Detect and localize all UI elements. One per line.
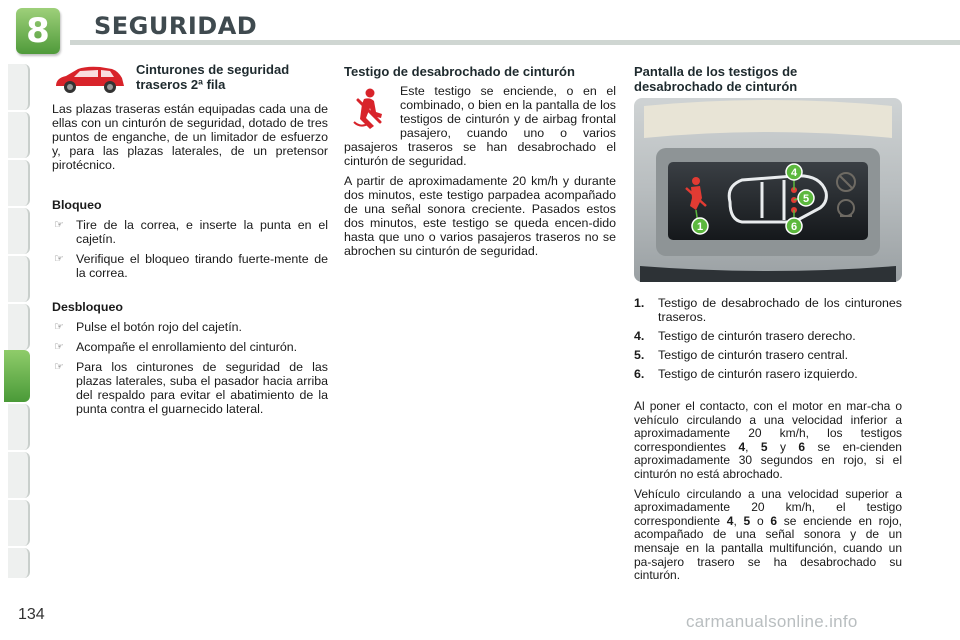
callout-6 <box>786 218 802 234</box>
section-heading-display <box>634 64 904 94</box>
text-run: se en-cienden aproximadamente 30 segundos en rojo, si el cinturón no está abrochado. <box>634 439 902 481</box>
text-run: , <box>733 513 737 528</box>
legend-number: 5. <box>634 348 645 362</box>
warning-paragraph: A partir de aproximadamente 20 km/h y durante dos minutos, este testigo parpadea acompañado de una señal sonora creciente. Pasados estos dos minutos, este testigo se queda encen-dido hasta que uno o varios pasajeros traseros no se abrochen su cinturón de seguridad. <box>344 174 616 258</box>
pointer-icon: ☞ <box>54 253 64 265</box>
pointer-icon: ☞ <box>54 341 64 353</box>
icon-float-spacer <box>344 84 400 136</box>
callout-label: 1 <box>696 221 704 233</box>
pointer-icon: ☞ <box>54 321 64 333</box>
page-number: 134 <box>18 606 45 623</box>
callout-label: 6 <box>790 221 798 233</box>
unlock-step-text: Pulse el botón rojo del cajetín. <box>76 320 243 334</box>
chapter-tab[interactable] <box>8 404 30 450</box>
chapter-tab[interactable] <box>8 208 30 254</box>
lock-step-text: Verifique el bloqueo tirando fuerte-mente de la correa. <box>76 252 328 280</box>
ref-number: 6 <box>770 513 778 528</box>
unlock-step <box>52 320 328 334</box>
car-icon <box>52 64 128 96</box>
chapter-tab[interactable] <box>8 160 30 206</box>
legend-number: 4. <box>634 329 645 343</box>
legend-item <box>634 348 902 362</box>
section-heading-unbuckled-warning: Testigo de desabrochado de cinturón <box>344 64 575 79</box>
driving-paragraph <box>634 488 902 583</box>
chapter-tab[interactable] <box>8 64 30 110</box>
ref-number: 5 <box>743 513 751 528</box>
header-rule <box>70 40 960 45</box>
ref-number: 6 <box>798 439 806 454</box>
chapter-title: SEGURIDAD <box>94 12 258 40</box>
ref-number: 5 <box>760 439 768 454</box>
unlock-step-text: Acompañe el enrollamiento del cinturón. <box>76 340 298 354</box>
legend-number: 1. <box>634 296 645 310</box>
callout-label: 5 <box>802 193 810 205</box>
warning-paragraph: Este testigo se enciende, o en el combinado, o bien en la pantalla de los testigos de cinturón y de airbag frontal pasajero, cuando uno o varios pasajeros traseros se han desabrochado el cinturón de seguridad. <box>344 84 616 168</box>
legend-text: Testigo de cinturón trasero derecho. <box>658 329 856 343</box>
lock-section <box>52 198 328 286</box>
text-run: , <box>745 439 749 454</box>
intro-paragraph: Las plazas traseras están equipadas cada una de ellas con un cinturón de seguridad, dotado de tres puntos de enganche, de un limitador de esfuerzo y, para las plazas laterales, de un pretensor pirotécnico. <box>52 102 328 172</box>
pointer-icon: ☞ <box>54 361 64 373</box>
text-run: Vehículo circulando a una velocidad superior a aproximadamente 20 km/h, el testigo correspondiente <box>634 486 902 528</box>
legend-item <box>634 329 902 343</box>
watermark: carmanualsonline.info <box>686 612 858 631</box>
chapter-tab[interactable] <box>8 452 30 498</box>
chapter-tab-active[interactable] <box>4 350 30 402</box>
text-run: se enciende en rojo, acompañado de una señal sonora y de un mensaje en la pantalla multifunción, cuando un pa-sajero trasero se ha desabrochado su cinturón. <box>634 513 902 583</box>
lock-step-text: Tire de la correa, e inserte la punta en el cajetín. <box>76 218 328 246</box>
lock-step <box>52 218 328 246</box>
chapter-tab[interactable] <box>8 548 30 578</box>
chapter-tab[interactable] <box>8 112 30 158</box>
chapter-tab[interactable] <box>8 500 30 546</box>
heading-line: Pantalla de los testigos de <box>634 64 798 79</box>
callout-label: 4 <box>790 167 798 179</box>
text-run: o <box>756 513 764 528</box>
callout-1 <box>692 218 708 234</box>
legend-text: Testigo de cinturón rasero izquierdo. <box>658 367 858 381</box>
lock-step <box>52 252 328 280</box>
legend-text: Testigo de cinturón trasero central. <box>658 348 849 362</box>
lock-title: Bloqueo <box>52 198 102 212</box>
unlock-section <box>52 300 328 422</box>
legend-item <box>634 296 902 324</box>
section-heading-rear-belts <box>136 62 336 92</box>
unlock-step-text: Para los cinturones de seguridad de las plazas laterales, suba el pasador hacia arriba del respaldo para evitar el abatimiento de la punta contra el guarnecido lateral. <box>76 360 328 416</box>
callout-5 <box>798 190 814 206</box>
chapter-tabs <box>0 64 30 580</box>
ref-number: 4 <box>726 513 734 528</box>
heading-line: Cinturones de seguridad <box>136 62 290 77</box>
chapter-tab[interactable] <box>8 256 30 302</box>
legend-number: 6. <box>634 367 645 381</box>
right-paragraphs <box>634 400 902 589</box>
ref-number: 4 <box>738 439 746 454</box>
warning-display-photo <box>634 98 902 282</box>
display-legend <box>634 296 902 386</box>
chapter-tab[interactable] <box>8 304 30 350</box>
legend-item <box>634 367 902 381</box>
text-run: y <box>780 439 786 454</box>
legend-text: Testigo de desabrochado de los cinturones traseros. <box>658 296 902 324</box>
unlock-step <box>52 340 328 354</box>
unlock-step <box>52 360 328 416</box>
unlock-title: Desbloqueo <box>52 300 123 314</box>
ignition-paragraph <box>634 400 902 482</box>
chapter-badge: 8 <box>16 8 60 54</box>
heading-line: traseros 2ª fila <box>136 77 226 92</box>
middle-paragraphs <box>344 84 616 264</box>
text-run: Al poner el contacto, con el motor en mar-cha o vehículo circulando a una velocidad inferior a aproximadamente 20 km/h, los testigos correspondientes <box>634 399 902 454</box>
pointer-icon: ☞ <box>54 219 64 231</box>
callout-4 <box>786 164 802 180</box>
heading-line: desabrochado de cinturón <box>634 79 798 94</box>
